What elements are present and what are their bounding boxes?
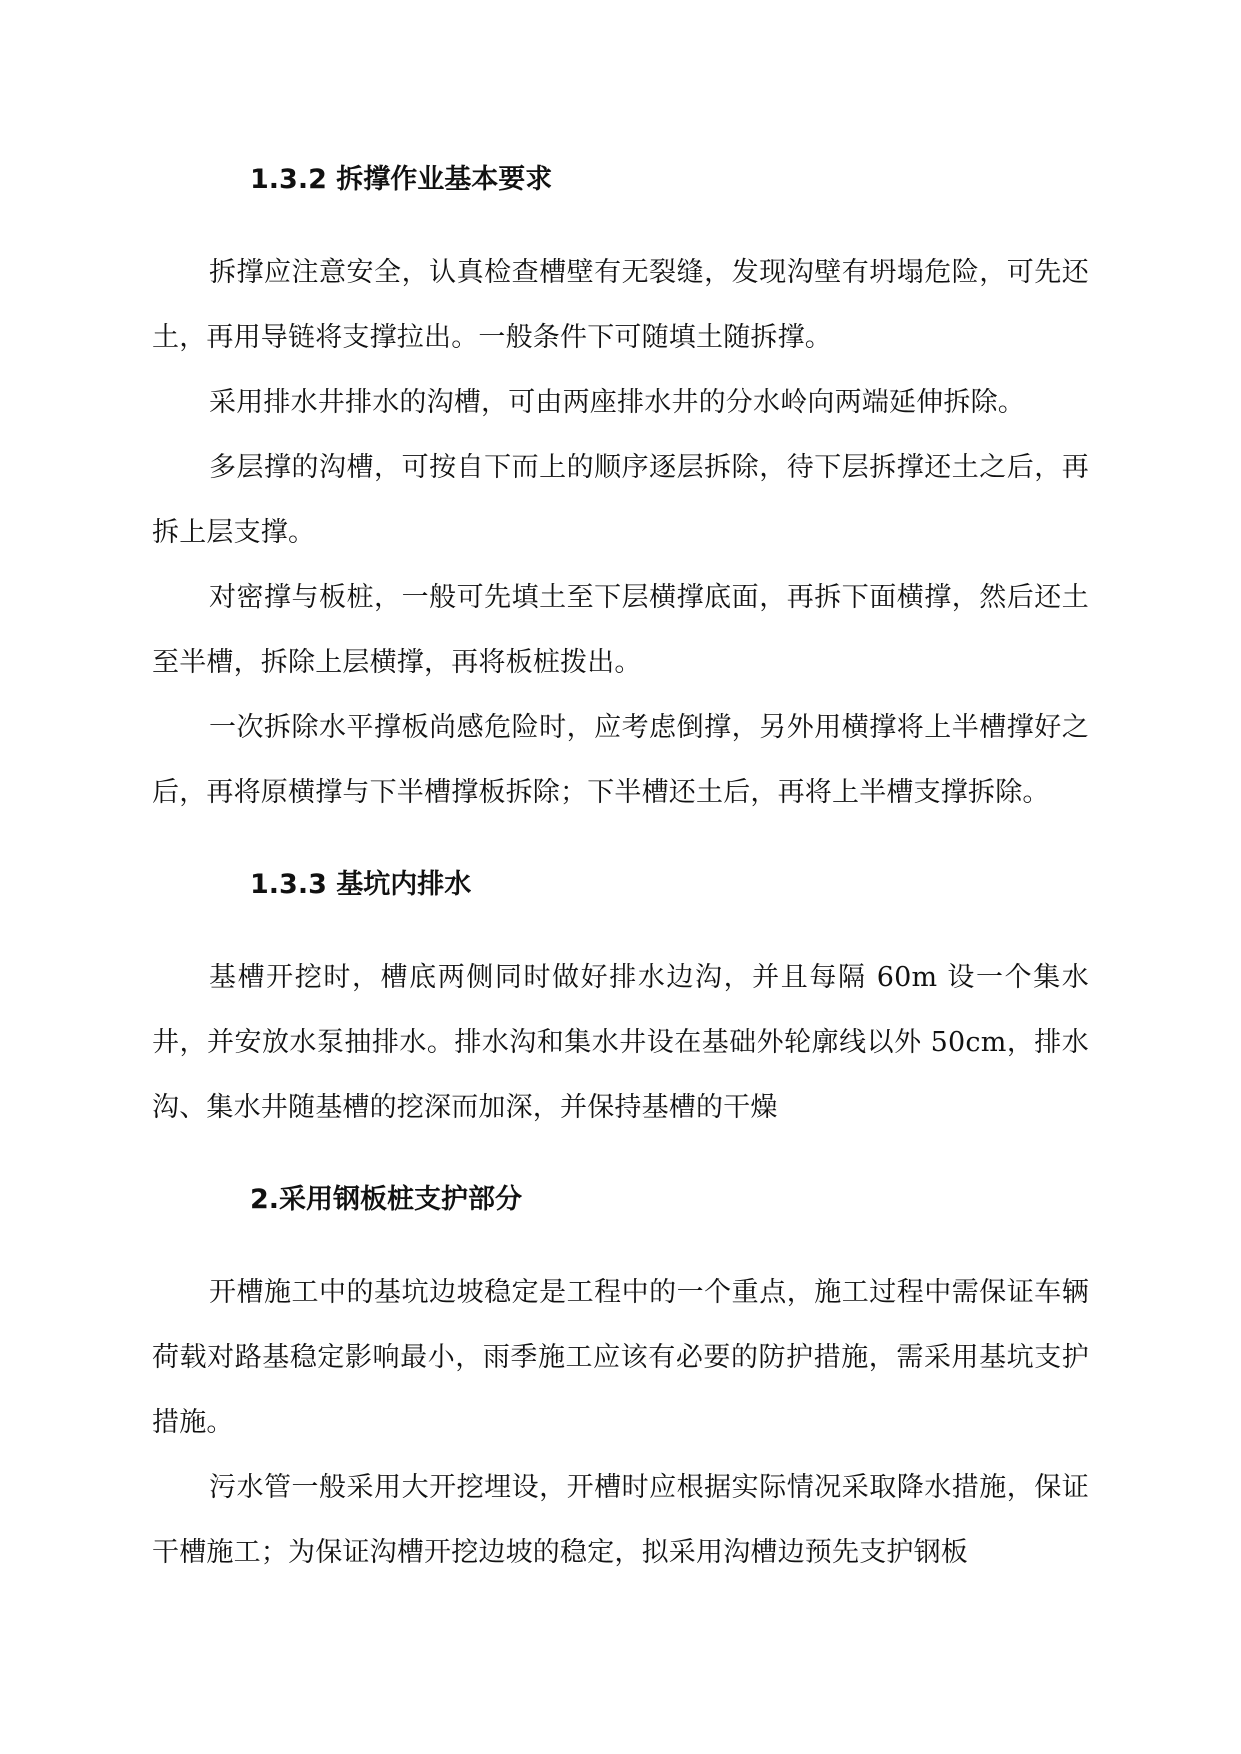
section-heading-2: 2.采用钢板桩支护部分 [250, 1184, 523, 1215]
paragraph: 基槽开挖时，槽底两侧同时做好排水边沟，并且每隔 60m 设一个集水井，并安放水泵抽排水。排水沟和集水井设在基础外轮廓线以外 50cm，排水沟、集水井随基槽的挖深而加深，并保持基槽的干燥 [152, 962, 1089, 1123]
paragraph: 多层撑的沟槽，可按自下而上的顺序逐层拆除，待下层拆撑还土之后，再拆上层支撑。 [152, 452, 1089, 548]
paragraph: 一次拆除水平撑板尚感危险时，应考虑倒撑，另外用横撑将上半槽撑好之后，再将原横撑与下半槽撑板拆除；下半槽还土后，再将上半槽支撑拆除。 [152, 712, 1089, 808]
paragraph: 开槽施工中的基坑边坡稳定是工程中的一个重点，施工过程中需保证车辆荷载对路基稳定影响最小，雨季施工应该有必要的防护措施，需采用基坑支护措施。 [152, 1277, 1089, 1438]
section-heading-1-3-2: 1.3.2 拆撑作业基本要求 [250, 164, 553, 195]
paragraph: 对密撑与板桩，一般可先填土至下层横撑底面，再拆下面横撑，然后还土至半槽，拆除上层横撑，再将板桩拨出。 [152, 582, 1089, 678]
document-body [152, 160, 1089, 1585]
paragraph: 拆撑应注意安全，认真检查槽壁有无裂缝，发现沟壁有坍塌危险，可先还土，再用导链将支撑拉出。一般条件下可随填土随拆撑。 [152, 257, 1089, 353]
section-heading-1-3-3: 1.3.3 基坑内排水 [250, 869, 472, 900]
paragraph: 采用排水井排水的沟槽，可由两座排水井的分水岭向两端延伸拆除。 [209, 387, 1025, 418]
paragraph: 污水管一般采用大开挖埋设，开槽时应根据实际情况采取降水措施，保证干槽施工；为保证沟槽开挖边坡的稳定，拟采用沟槽边预先支护钢板 [152, 1472, 1089, 1568]
